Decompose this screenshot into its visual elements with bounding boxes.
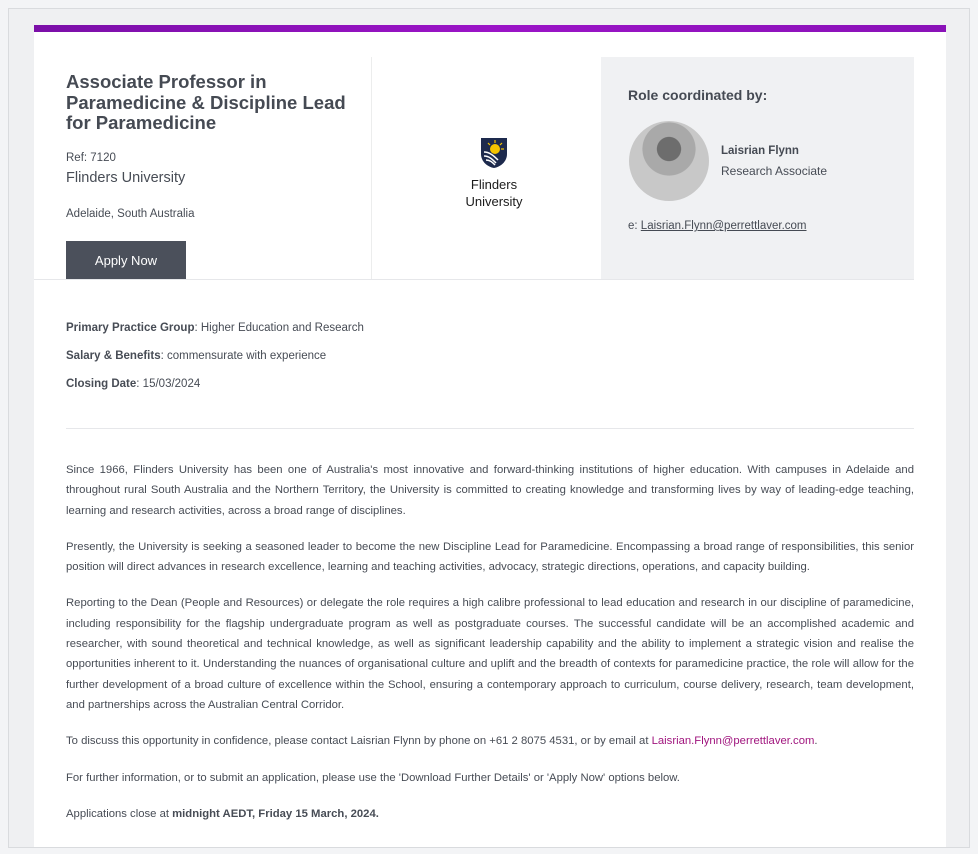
paragraph: Presently, the University is seeking a seasoned leader to become the new Discipline Lead for Paramedicine. Encompassing a broad range of responsibilities, this senior position will direct advances in research excellence, learning and teaching activities, advocacy, strategic directions, operations, and capacity building. (66, 540, 914, 574)
meta-value: : Higher Education and Research (194, 322, 364, 334)
organisation: Flinders University (66, 170, 186, 186)
contact-email-row (628, 220, 807, 232)
meta-label: Salary & Benefits (66, 350, 161, 362)
email-prefix: e: (628, 220, 638, 232)
job-meta (66, 322, 364, 406)
text: To discuss this opportunity in confidence, please contact Laisrian Flynn by phone on +61 2 8075 4531, or by email at (66, 735, 652, 748)
shield-icon (480, 137, 508, 169)
text: Applications close at (66, 807, 173, 820)
location: Adelaide, South Australia (66, 208, 195, 220)
meta-practice-group (66, 322, 364, 350)
contact-email-link[interactable]: Laisrian.Flynn@perrettlaver.com (640, 220, 807, 232)
contact-role: Research Associate (721, 164, 828, 178)
logo-line-2: University (465, 194, 523, 209)
closing-time: midnight AEDT, Friday 15 March, 2024. (172, 807, 379, 820)
job-header (34, 57, 914, 280)
apply-now-button[interactable]: Apply Now (66, 241, 186, 279)
meta-label: Closing Date (66, 378, 137, 390)
contact-avatar (629, 121, 709, 201)
meta-value: : commensurate with experience (160, 350, 327, 362)
email-link[interactable]: Laisrian.Flynn@perrettlaver.com (651, 735, 815, 748)
job-summary (66, 57, 371, 279)
accent-bar (34, 25, 946, 32)
job-card (34, 25, 946, 847)
meta-label: Primary Practice Group (66, 322, 195, 334)
paragraph-contact (66, 731, 914, 751)
paragraph: For further information, or to submit an application, please use the 'Download Further Details' or 'Apply Now' options below. (66, 771, 680, 784)
divider (66, 428, 914, 429)
job-description (66, 460, 914, 840)
logo-panel (371, 57, 601, 279)
meta-closing-date (66, 378, 364, 406)
job-ref: Ref: 7120 (66, 152, 116, 164)
paragraph-closing (66, 804, 914, 824)
paragraph: Reporting to the Dean (People and Resources) or delegate the role requires a high calibre professional to lead education and research in our discipline of paramedicine, including responsibility for the flagship undergraduate program as well as postgraduate courses. The successful candidate will be an accomplished academic and researcher, with sound theoretical and technical knowledge, as well as significant leadership capability and the ability to implement a strategic vision and realise the opportunities inherent to it. Understanding the nuances of organisational culture and uplift and the breadth of contexts for paramedicine practice, the role will allow for the further development of a broad culture of excellence within the School, ensuring a contemporary approach to curriculum, course delivery, research, team development, and partnerships across the Australian Central Corridor. (66, 597, 914, 711)
text: . (814, 735, 818, 748)
contact-panel (601, 57, 914, 279)
meta-salary (66, 350, 364, 378)
flinders-logo (444, 137, 544, 208)
meta-value: : 15/03/2024 (136, 378, 201, 390)
paragraph: Since 1966, Flinders University has been one of Australia's most innovative and forward-thinking institutions of higher education. With campuses in Adelaide and throughout rural South Australia and the Northern Territory, the University is committed to creating knowledge and transforming lives by way of leading-edge teaching, learning and research activities, across a broad range of disciplines. (66, 464, 914, 517)
contact-heading: Role coordinated by: (628, 87, 768, 103)
logo-line-1: Flinders (470, 177, 518, 192)
job-title: Associate Professor in Paramedicine & Discipline Lead for Paramedicine (66, 71, 346, 133)
contact-name: Laisrian Flynn (721, 145, 799, 157)
